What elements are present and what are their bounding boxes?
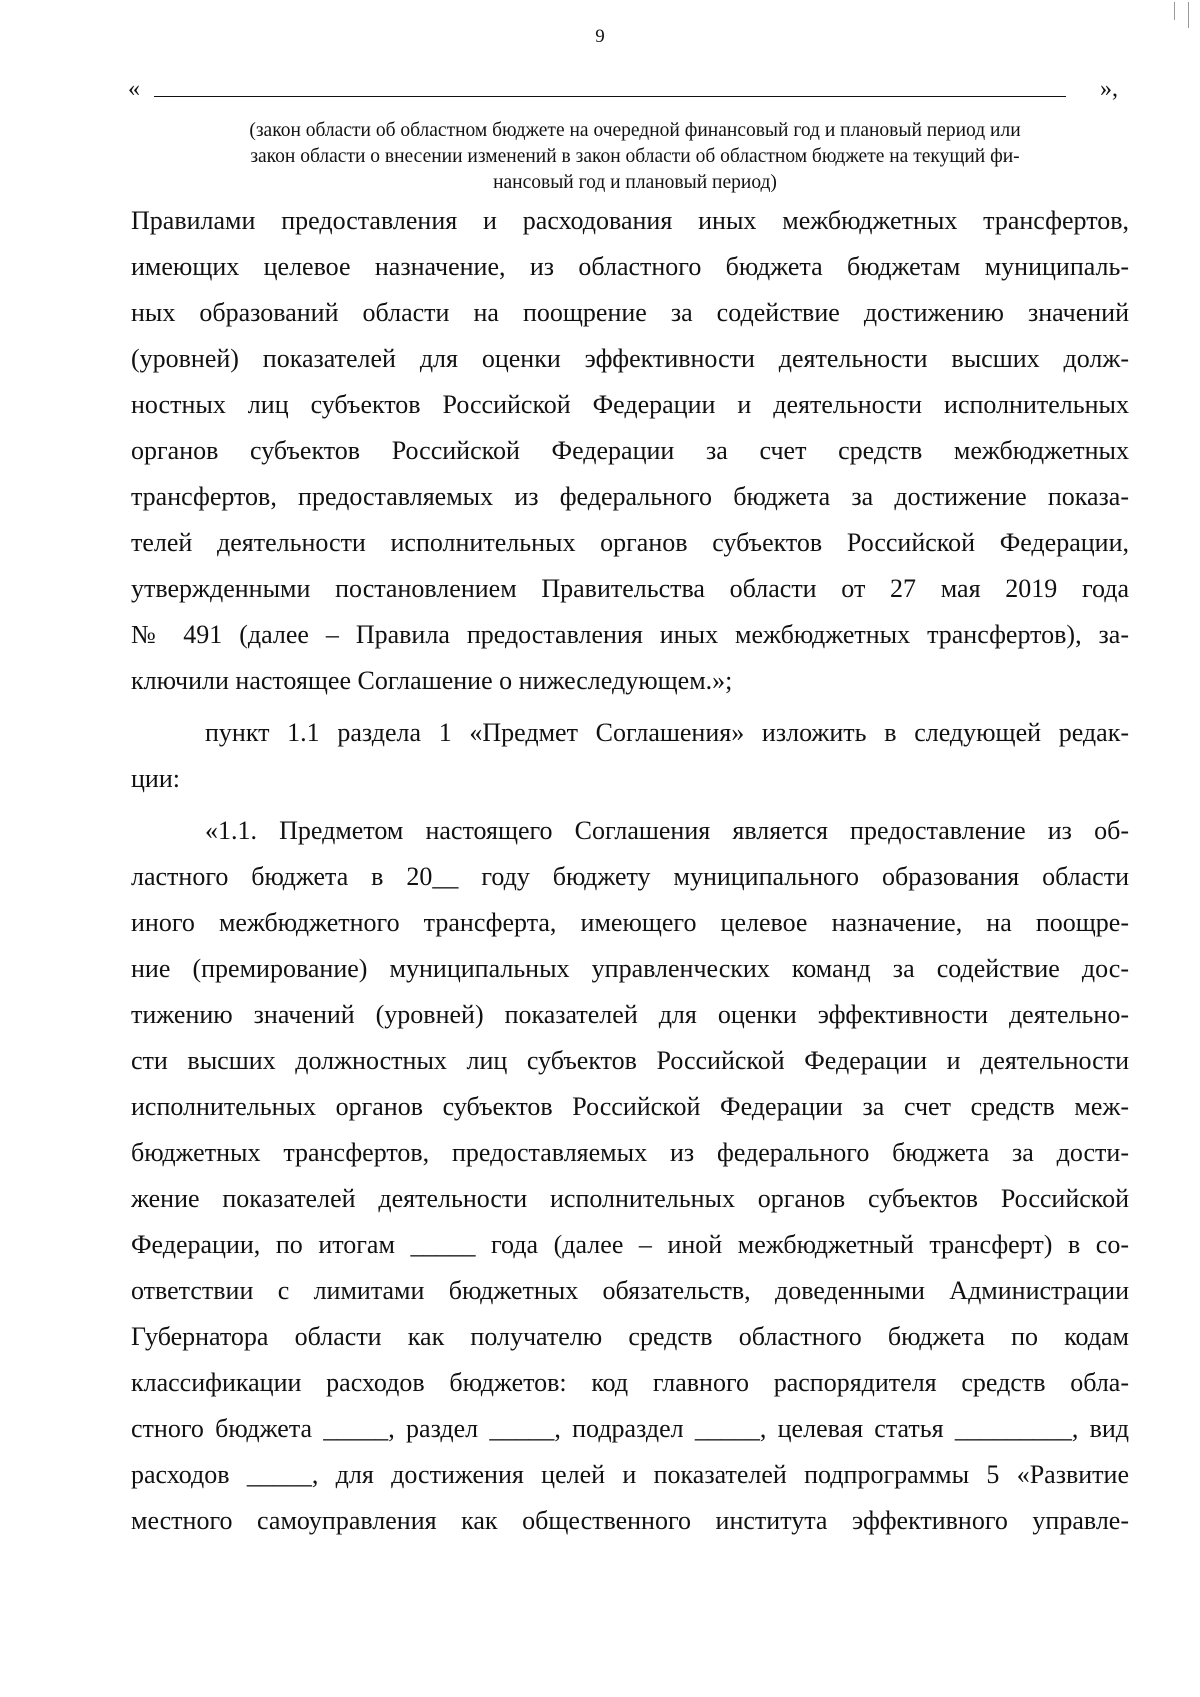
document-body [131, 198, 1129, 1544]
text-line: расходов _____, для достижения целей и показателей подпрограммы 5 «Развитие [131, 1460, 1129, 1489]
closing-quote: », [1100, 76, 1118, 102]
text-line: ластного бюджета в 20__ году бюджету муниципального образования области [131, 862, 1129, 891]
text-line: утвержденными постановлением Правительства области от 27 мая 2019 года [131, 574, 1129, 603]
text-line: ключили настоящее Соглашение о нижеследующем.»; [131, 666, 733, 695]
text-line: ответствии с лимитами бюджетных обязательств, доведенными Администрации [131, 1276, 1129, 1305]
text-line: иного межбюджетного трансферта, имеющего целевое назначение, на поощре- [131, 908, 1129, 937]
text-line: Губернатора области как получателю средств областного бюджета по кодам [131, 1322, 1129, 1351]
text-line: ции: [131, 764, 180, 793]
text-line: ностных лиц субъектов Российской Федерации и деятельности исполнительных [131, 390, 1129, 419]
text-line: (уровней) показателей для оценки эффективности деятельности высших долж- [131, 344, 1129, 373]
opening-quote: « [128, 76, 140, 102]
paragraph-amendment-instruction [131, 710, 1129, 802]
text-line: сти высших должностных лиц субъектов Российской Федерации и деятельности [131, 1046, 1129, 1075]
text-line: «1.1. Предметом настоящего Соглашения является предоставление из об- [205, 816, 1129, 845]
caption-line: закон области о внесении изменений в закон области об областном бюджете на текущий фи- [250, 146, 1020, 167]
blank-underline [154, 96, 1066, 97]
text-line: Федерации, по итогам _____ года (далее – иной межбюджетный трансферт) в со- [131, 1230, 1129, 1259]
text-line: ние (премирование) муниципальных управленческих команд за содействие дос- [131, 954, 1129, 983]
text-line: Правилами предоставления и расходования иных межбюджетных трансфертов, [131, 206, 1129, 235]
text-line: трансфертов, предоставляемых из федерального бюджета за достижение показа- [131, 482, 1129, 511]
text-line: тижению значений (уровней) показателей для оценки эффективности деятельно- [131, 1000, 1129, 1029]
paragraph-clause-1-1 [131, 808, 1129, 1544]
text-line: бюджетных трансфертов, предоставляемых из федерального бюджета за дости- [131, 1138, 1129, 1167]
text-line: телей деятельности исполнительных органов субъектов Российской Федерации, [131, 528, 1129, 557]
text-line: исполнительных органов субъектов Российской Федерации за счет средств меж- [131, 1092, 1129, 1121]
scan-edge-mark [1174, 2, 1175, 20]
page-number: 9 [595, 26, 605, 47]
text-line: пункт 1.1 раздела 1 «Предмет Соглашения» изложить в следующей редак- [205, 718, 1129, 747]
text-line: жение показателей деятельности исполнительных органов субъектов Российской [131, 1184, 1129, 1213]
scan-edge-mark [1188, 2, 1189, 28]
blank-fill-line [128, 72, 1118, 106]
caption-line: (закон области об областном бюджете на очередной финансовый год и плановый период или [249, 120, 1021, 141]
text-line: имеющих целевое назначение, из областного бюджета бюджетам муниципаль- [131, 252, 1129, 281]
text-line: местного самоуправления как общественного института эффективного управле- [131, 1506, 1129, 1535]
text-line: ных образований области на поощрение за содействие достижению значений [131, 298, 1129, 327]
text-line: № 491 (далее – Правила предоставления иных межбюджетных трансфертов), за- [131, 620, 1129, 649]
blank-caption [140, 118, 1130, 196]
text-line: органов субъектов Российской Федерации за счет средств межбюджетных [131, 436, 1129, 465]
paragraph-rules-reference [131, 198, 1129, 704]
caption-line: нансовый год и плановый период) [493, 172, 777, 193]
text-line: классификации расходов бюджетов: код главного распорядителя средств обла- [131, 1368, 1129, 1397]
text-line: стного бюджета _____, раздел _____, подраздел _____, целевая статья _________, вид [131, 1414, 1129, 1443]
